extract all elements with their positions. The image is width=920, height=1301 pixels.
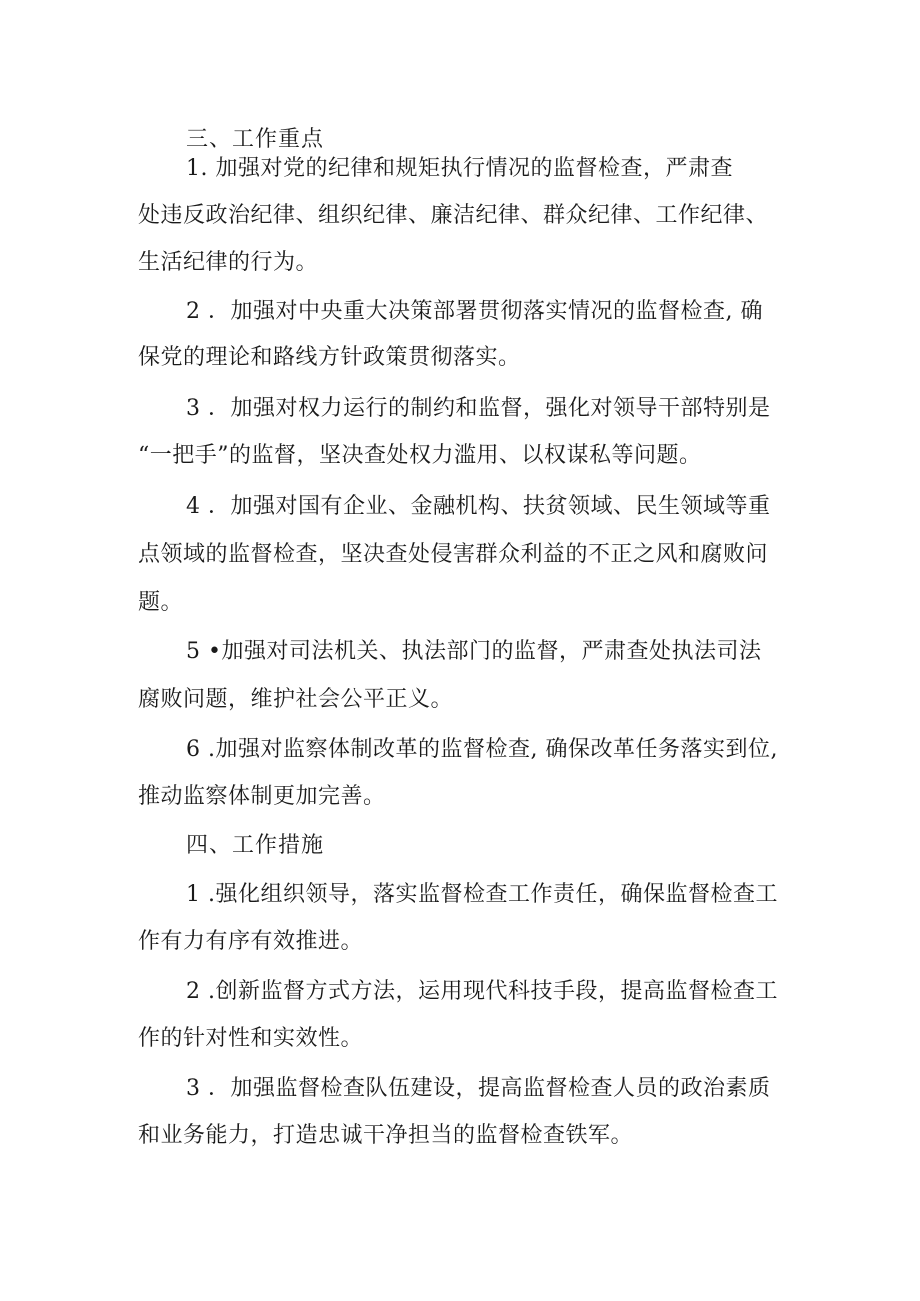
paragraph-line: 点领域的监督检查，坚决查处侵害群众利益的不正之风和腐败问 (138, 542, 769, 567)
paragraph-line: 4 ．加强对国有企业、金融机构、扶贫领域、民生领域等重 (186, 494, 771, 519)
paragraph-line: 生活纪律的行为。 (138, 250, 319, 275)
paragraph-line: 保党的理论和路线方针政策贯彻落实。 (138, 345, 521, 370)
paragraph-line: 推动监察体制更加完善。 (138, 784, 386, 809)
paragraph-line: 作的针对性和实效性。 (138, 1026, 364, 1051)
paragraph-line: 1 .强化组织领导，落实监督检查工作责任，确保监督检查工 (186, 882, 778, 907)
paragraph-line: 处违反政治纪律、组织纪律、廉洁纪律、群众纪律、工作纪律、 (138, 203, 769, 228)
paragraph-line: 5 •加强对司法机关、执法部门的监督，严肃查处执法司法 (186, 639, 762, 664)
paragraph-line: 1. 加强对党的纪律和规矩执行情况的监督检查，严肃查 (186, 156, 733, 181)
paragraph-line: 腐败问题，维护社会公平正义。 (138, 687, 454, 712)
paragraph-line: 2 ．加强对中央重大决策部署贯彻落实情况的监督检查, 确 (186, 299, 763, 324)
paragraph-line: 3 ．加强监督检查队伍建设，提高监督检查人员的政治素质 (186, 1076, 771, 1101)
paragraph-line: 作有力有序有效推进。 (138, 929, 364, 954)
paragraph-line: 2 .创新监督方式方法，运用现代科技手段，提高监督检查工 (186, 979, 778, 1004)
section-heading-work-measures: 四、工作措施 (186, 833, 325, 858)
paragraph-line: 6 .加强对监察体制改革的监督检查, 确保改革任务落实到位, (186, 737, 778, 762)
section-heading-key-tasks: 三、工作重点 (186, 127, 325, 152)
paragraph-line: 3 ．加强对权力运行的制约和监督，强化对领导干部特别是 (186, 396, 771, 421)
paragraph-line: 和业务能力，打造忠诚干净担当的监督检查铁军。 (138, 1123, 634, 1148)
paragraph-line: 题。 (138, 590, 184, 615)
paragraph-line: “一把手”的监督，坚决查处权力滥用、以权谋私等问题。 (138, 443, 702, 468)
